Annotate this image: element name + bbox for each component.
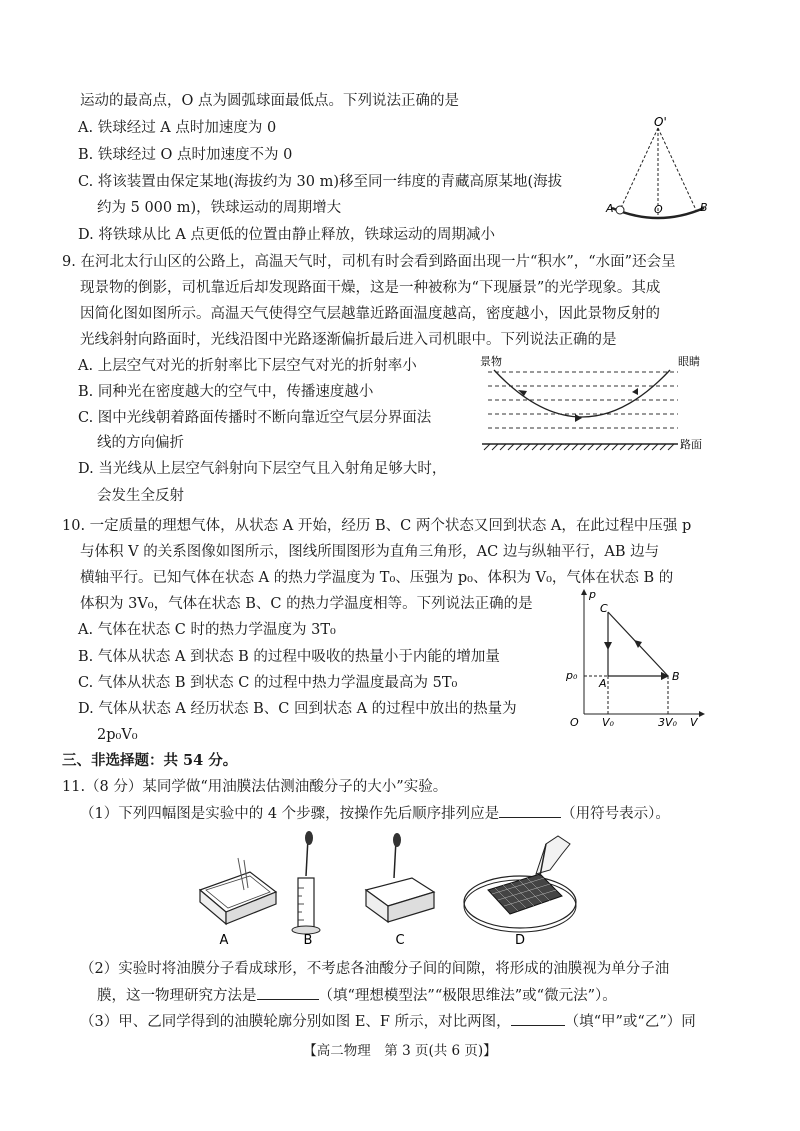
q9-option-d: D. 当光线从上层空气斜射向下层空气且入射角足够大时， — [78, 461, 447, 477]
q8-label-a: A — [606, 202, 614, 215]
q8-dashed-line-right — [658, 128, 696, 210]
q9-option-a: A. 上层空气对光的折射率比下层空气对光的折射率小 — [78, 358, 417, 374]
q9-arrow-2 — [575, 414, 582, 422]
q11-step-label-b: B — [303, 933, 313, 948]
q9-label-eye: 眼睛 — [678, 355, 700, 368]
q8-ball — [616, 206, 624, 214]
section3-title: 三、非选择题：共 54 分。 — [62, 752, 238, 769]
q11-part1-post: （用符号表示）。 — [561, 806, 670, 822]
q11-step-label-a: A — [219, 933, 229, 948]
q8-label-b: B — [700, 201, 708, 214]
q11-step-b-cylinder — [292, 831, 320, 934]
q11-step-d-glass-plate — [464, 836, 576, 932]
q10-label-a: A — [599, 677, 607, 690]
q10-line2: 与体积 V 的关系图像如图所示，图线所围图形为直角三角形，AC 边与纵轴平行，AB 边与 — [80, 544, 660, 560]
q10-tick-3v0: 3V₀ — [658, 716, 677, 729]
q10-tick-p0: p₀ — [566, 669, 578, 682]
q8-option-b: B. 铁球经过 O 点时加速度不为 0 — [78, 147, 293, 163]
q10-pv-graph — [562, 586, 712, 731]
q9-arrow-3 — [632, 388, 638, 395]
q10-line1: 10. 一定质量的理想气体，从状态 A 开始，经历 B、C 两个状态又回到状态 A，在此过程中压强 p — [62, 518, 692, 534]
q11-part1-pre: （1）下列四幅图是实验中的 4 个步骤，按操作先后顺序排列应是 — [80, 806, 500, 822]
q10-option-b: B. 气体从状态 A 到状态 B 的过程中吸收的热量小于内能的增加量 — [78, 649, 500, 665]
q10-option-a: A. 气体在状态 C 时的热力学温度为 3T₀ — [78, 622, 336, 638]
q11-part2-line2 — [97, 985, 617, 1006]
q8-label-o: O — [654, 203, 663, 216]
q11-step-label-d: D — [514, 933, 526, 948]
q8-option-c-cont: 约为 5 000 m)，铁球运动的周期增大 — [97, 200, 342, 216]
q10-axis-p-label: p — [589, 588, 596, 601]
q9-label-object: 景物 — [480, 355, 502, 368]
q9-road-hatch — [484, 444, 674, 450]
q10-line4: 体积为 3V₀，气体在状态 B、C 的热力学温度相等。下列说法正确的是 — [80, 596, 533, 612]
q9-line4: 光线斜射向路面时，光线沿图中光路逐渐偏折最后进入司机眼中。下列说法正确的是 — [80, 332, 617, 348]
q9-line1: 9. 在河北太行山区的公路上，高温天气时，司机有时会看到路面出现一片“积水”，“水面”还会呈 — [62, 254, 676, 270]
q9-label-road: 路面 — [680, 438, 702, 451]
q9-option-d-cont: 会发生全反射 — [97, 488, 184, 504]
q8-option-d: D. 将铁球从比 A 点更低的位置由静止释放，铁球运动的周期减小 — [78, 227, 496, 243]
q11-step-label-c: C — [395, 933, 405, 948]
q11-part1 — [80, 803, 670, 824]
q10-axis-v-label: V — [690, 716, 698, 729]
q9-light-path — [494, 370, 670, 417]
q9-line3: 因简化图如图所示。高温天气使得空气层越靠近路面温度越高，密度越小，因此景物反射的 — [80, 306, 660, 322]
q10-tick-v0: V₀ — [602, 716, 614, 729]
q10-label-b: B — [672, 670, 680, 683]
q11-part3-post: （填“甲”或“乙”）同 — [564, 1014, 696, 1030]
q11-head: 11.（8 分）某同学做“用油膜法估测油酸分子的大小”实验。 — [62, 779, 448, 795]
q11-part2-post: （填“理想模型法”“极限思维法”或“微元法”）。 — [318, 988, 617, 1004]
q8-option-a: A. 铁球经过 A 点时加速度为 0 — [78, 120, 277, 136]
q10-arrow-ca — [604, 642, 612, 650]
q9-option-c-cont: 线的方向偏折 — [97, 435, 184, 451]
q8-option-c: C. 将该装置由保定某地(海拔约为 30 m)移至同一纬度的青藏高原某地(海拔 — [78, 174, 563, 190]
page-footer: 【高二物理 第 3 页(共 6 页)】 — [303, 1043, 497, 1059]
q11-part3-line1 — [80, 1011, 696, 1032]
q9-air-layers — [488, 372, 678, 428]
q11-part3-pre: （3）甲、乙同学得到的油膜轮廓分别如图 E、F 所示，对比两图， — [80, 1014, 511, 1030]
q11-steps-figure — [190, 830, 590, 948]
q9-option-b: B. 同种光在密度越大的空气中，传播速度越小 — [78, 384, 374, 400]
q8-pendulum-figure — [600, 112, 720, 232]
q8-line0: 运动的最高点，O 点为圆弧球面最低点。下列说法正确的是 — [80, 93, 459, 109]
q9-mirage-figure — [478, 352, 716, 460]
q11-step-c-tray-dropper — [366, 833, 434, 922]
q10-option-c: C. 气体从状态 B 到状态 C 的过程中热力学温度最高为 5T₀ — [78, 675, 458, 691]
q8-dashed-line-left — [620, 128, 658, 210]
q10-origin-label: O — [570, 716, 579, 729]
q10-label-c: C — [600, 602, 608, 615]
q11-part2-line1: （2）实验时将油膜分子看成球形，不考虑各油酸分子间的间隙，将形成的油膜视为单分子油 — [80, 961, 670, 977]
q9-option-c: C. 图中光线朝着路面传播时不断向靠近空气层分界面法 — [78, 410, 432, 426]
q11-part3-answer-blank[interactable] — [511, 1011, 565, 1026]
q9-line2: 现景物的倒影，司机靠近后却发现路面干燥，这是一种被称为“下现蜃景”的光学现象。其成 — [80, 280, 661, 296]
q10-option-d: D. 气体从状态 A 经历状态 B、C 回到状态 A 的过程中放出的热量为 — [78, 701, 517, 717]
q10-option-d-cont: 2p₀V₀ — [97, 727, 138, 743]
q11-part1-answer-blank[interactable] — [499, 803, 561, 818]
q10-line3: 横轴平行。已知气体在状态 A 的热力学温度为 T₀、压强为 p₀、体积为 V₀，气体在状态 B 的 — [80, 570, 674, 586]
q11-part2-pre: 膜，这一物理研究方法是 — [97, 988, 257, 1004]
q11-step-a-tray — [200, 858, 276, 924]
q11-part2-answer-blank[interactable] — [257, 985, 319, 1000]
q8-label-top: O' — [654, 115, 667, 129]
